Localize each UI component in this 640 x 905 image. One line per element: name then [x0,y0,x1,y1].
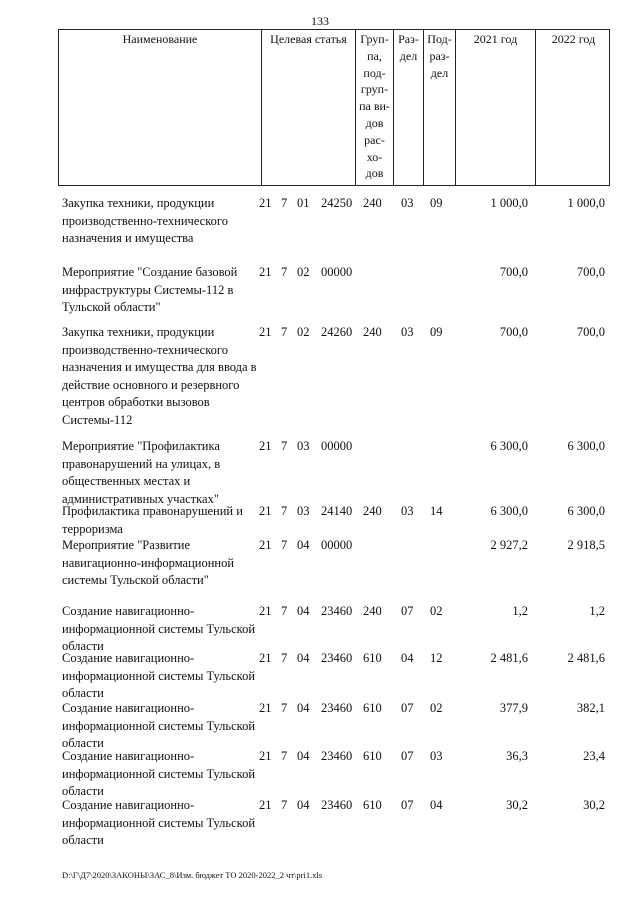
amount-2022: 1,2 [589,604,605,618]
section-code: 07 [401,798,414,812]
code-program: 21 [259,504,272,518]
amount-2022: 23,4 [583,749,605,763]
code-event: 03 [297,439,310,453]
code-subprogram: 7 [281,798,288,812]
amount-2022: 6 300,0 [567,439,605,453]
header-subsection-line: Под- [427,32,452,46]
header-2021-column [455,30,535,185]
code-direction: 00000 [321,265,353,279]
header-group-line: Груп- [360,32,389,46]
header-2021-label: 2021 год [473,32,518,46]
code-program: 21 [259,604,272,618]
amount-2021: 2 481,6 [490,651,528,665]
code-event: 02 [297,265,310,279]
code-program: 21 [259,325,272,339]
code-event: 04 [297,701,310,715]
amount-2022: 700,0 [576,325,605,339]
header-section-column [393,30,423,185]
code-program: 21 [259,439,272,453]
code-event: 03 [297,504,310,518]
row-name: Мероприятие "Профилактика правонарушений на улицах, в общественных местах и административных участках" [62,439,221,506]
code-subprogram: 7 [281,604,288,618]
expense-group: 240 [363,504,382,518]
code-direction: 24250 [321,196,353,210]
code-program: 21 [259,196,272,210]
code-direction: 24140 [321,504,353,518]
header-group-line: под- [363,65,386,80]
code-subprogram: 7 [281,439,288,453]
code-subprogram: 7 [281,325,288,339]
subsection-code: 09 [430,325,443,339]
header-group-line: рас- [364,132,385,147]
section-code: 07 [401,701,414,715]
header-name-column [59,30,261,185]
row-name: Создание навигационно-информационной системы Тульской области [62,651,256,701]
header-group-line: хо- [366,149,383,164]
code-direction: 23460 [321,701,353,715]
code-subprogram: 7 [281,749,288,763]
code-direction: 23460 [321,651,353,665]
code-event: 04 [297,651,310,665]
amount-2021: 36,3 [506,749,528,763]
amount-2021: 6 300,0 [490,504,528,518]
subsection-code: 03 [430,749,443,763]
amount-2022: 30,2 [583,798,605,812]
header-section-line: Раз- [398,32,419,46]
code-event: 04 [297,538,310,552]
code-subprogram: 7 [281,265,288,279]
subsection-code: 02 [430,604,443,618]
expense-group: 240 [363,325,382,339]
amount-2021: 30,2 [506,798,528,812]
code-program: 21 [259,265,272,279]
amount-2021: 6 300,0 [490,439,528,453]
amount-2021: 377,9 [499,701,528,715]
table-header [58,29,610,186]
code-program: 21 [259,749,272,763]
code-program: 21 [259,538,272,552]
row-name: Создание навигационно-информационной системы Тульской области [62,798,256,848]
row-name: Создание навигационно-информационной системы Тульской области [62,749,256,799]
page-number: 133 [311,14,329,28]
amount-2022: 1 000,0 [567,196,605,210]
section-code: 03 [401,325,414,339]
section-code: 03 [401,196,414,210]
code-event: 01 [297,196,310,210]
code-program: 21 [259,651,272,665]
code-subprogram: 7 [281,538,288,552]
file-path-footer: D:\Г\Д7\2020\ЗАКОНЫ\ЗАС_8\Изм. бюджет ТО 2020-2022_2 чт\pri1.xls [62,870,323,880]
header-target-column [261,30,355,185]
subsection-code: 14 [430,504,443,518]
expense-group: 240 [363,604,382,618]
expense-group: 240 [363,196,382,210]
row-name: Создание навигационно-информационной системы Тульской области [62,701,256,751]
code-direction: 00000 [321,538,353,552]
expense-group: 610 [363,701,382,715]
code-program: 21 [259,701,272,715]
header-target-label: Целевая статья [270,32,347,46]
section-code: 07 [401,604,414,618]
row-name: Закупка техники, продукции производственно-технического назначения и имущества [62,196,228,246]
code-subprogram: 7 [281,196,288,210]
header-group-line: дов [365,115,384,130]
expense-group: 610 [363,651,382,665]
code-event: 04 [297,749,310,763]
header-name-label: Наименование [122,32,198,46]
header-2022-label: 2022 год [551,32,596,46]
code-event: 02 [297,325,310,339]
code-event: 04 [297,798,310,812]
amount-2021: 2 927,2 [490,538,528,552]
subsection-code: 02 [430,701,443,715]
code-subprogram: 7 [281,651,288,665]
code-direction: 23460 [321,604,353,618]
amount-2022: 2 918,5 [567,538,605,552]
amount-2022: 2 481,6 [567,651,605,665]
header-group-line: груп- [360,82,389,97]
code-subprogram: 7 [281,701,288,715]
header-subsection-column [423,30,455,185]
code-direction: 23460 [321,749,353,763]
section-code: 03 [401,504,414,518]
amount-2021: 700,0 [499,325,528,339]
amount-2021: 1 000,0 [490,196,528,210]
subsection-code: 09 [430,196,443,210]
header-group-line: дов [365,166,384,181]
subsection-code: 12 [430,651,443,665]
header-subsection-line: дел [430,65,449,80]
row-name: Мероприятие "Развитие навигационно-информационной системы Тульской области" [62,538,235,588]
header-subsection-line: раз- [429,48,450,63]
code-program: 21 [259,798,272,812]
code-direction: 23460 [321,798,353,812]
header-section-line: дел [399,48,418,63]
section-code: 04 [401,651,414,665]
code-direction: 00000 [321,439,353,453]
row-name: Профилактика правонарушений и терроризма [62,504,243,536]
code-direction: 24260 [321,325,353,339]
amount-2022: 382,1 [576,701,605,715]
header-group-column [355,30,393,185]
code-subprogram: 7 [281,504,288,518]
row-name: Мероприятие "Создание базовой инфраструктуры Системы-112 в Тульской области" [62,265,238,315]
code-event: 04 [297,604,310,618]
header-group-line: па, [367,48,382,63]
amount-2022: 6 300,0 [567,504,605,518]
amount-2021: 1,2 [512,604,528,618]
section-code: 07 [401,749,414,763]
header-group-line: па ви- [359,99,390,114]
amount-2022: 700,0 [576,265,605,279]
amount-2021: 700,0 [499,265,528,279]
row-name: Закупка техники, продукции производственно-технического назначения и имущества для ввода в действие основного и резервного центров обработки вызовов Системы-112 [62,325,257,427]
expense-group: 610 [363,798,382,812]
header-2022-column [535,30,611,185]
subsection-code: 04 [430,798,443,812]
row-name: Создание навигационно-информационной системы Тульской области [62,604,256,654]
expense-group: 610 [363,749,382,763]
